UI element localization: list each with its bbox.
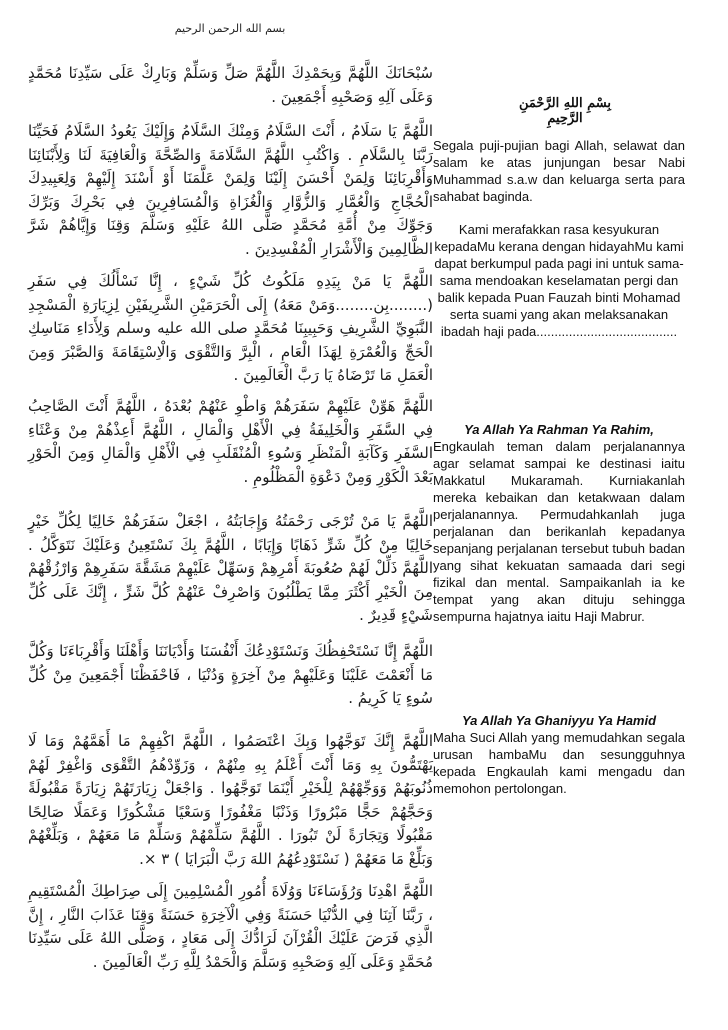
arabic-paragraph-8: اللَّهُمَّ اهْدِنَا وَرُؤَسَاءَنَا وَوُلَاةَ أُمُورِ الْمُسْلِمِينَ إِلَى صِرَاطِكَ الْمُسْتَقِيمِ ، رَبَّنَا آتِنَا فِي الدُّنْيَا حَسَنَةً وَفِي الْآخِرَةِ حَسَنَةً وَقِنَا عَذَابَ النَّارِ ، إِنَّ الَّذِي فَرَضَ عَلَيْكَ الْقُرْآنَ لَرَادُّكَ إِلَى مَعَادٍ ، وَصَلَّى اللهُ عَلَى سَيِّدِنَا مُحَمَّدٍ وَعَلَى آلِهِ وَصَحْبِهِ وَسَلَّمَ وَالْحَمْدُ لِلَّهِ رَبِّ الْعَالَمِينَ . (28, 882, 433, 971)
gratitude-text: Kami merafakkan rasa kesyukuran kepadaMu kerana dengan hidayahMu kami dapat berkumpul pada pagi ini untuk sama-sama mendoakan keselamatan pergi dan balik kepada Puan Fauzah binti Mohamad serta suami yang akan melaksanakan ibadah haji pada....................................... (434, 222, 684, 339)
prayer-text-2: Maha Suci Allah yang memudahkan segala urusan hambaMu dan sesungguhnya kepada Engkaulah kami mengadu dan memohon pertolongan. (433, 730, 685, 796)
malay-prayer-section-1 (433, 421, 685, 625)
arabic-paragraph-1: سُبْحَانَكَ اللَّهُمَّ وَبِحَمْدِكَ اللَّهُمَّ صَلِّ وَسَلِّمْ وَبَارِكْ عَلَى سَيِّدِنَا مُحَمَّدٍ وَعَلَى آلِهِ وَصَحْبِهِ أَجْمَعِينَ . (28, 64, 433, 106)
malay-prayer-section-2 (433, 712, 685, 797)
intro-text: Segala puji-pujian bagi Allah, selawat dan salam ke atas junjungan besar Nabi Muhammad s.a.w dan keluarga serta para sahabat baginda. (433, 138, 685, 204)
prayer-text-1: Engkaulah teman dalam perjalanannya agar selamat sampai ke destinasi iaitu Makkatul Mukaramah. Kurniakanlah mereka kebaikan dan ketakwaan dalam perjalanannya. Permudahkanlah juga perjalanan dan berikanlah kepadanya sepanjang perjalanan tersebut tubuh badan yang sihat kekuatan samaada dari segi fizikal dan mental. Sampaikanlah ia ke tempat yang akan dituju sehingga sempurna hajatnya iaitu Haji Mabrur. (433, 439, 685, 624)
arabic-paragraph-7: اللَّهُمَّ إِنَّكَ تَوَجَّهُوا وَبِكَ اعْتَصَمُوا ، اللَّهُمَّ اكْفِهِمْ مَا أَهَمَّهُمْ وَمَا لَا يَهْتَمُّونَ بِهِ وَمَا أَنْتَ أَعْلَمُ بِهِ مِنْهُمْ ، وَزَوِّدْهُمُ التَّقْوَى وَاغْفِرْ لَهُمْ ذُنُوبَهُمْ وَوَجِّهْهُمْ لِلْخَيْرِ أَيْنَمَا تَوَجَّهُوا . وَاجْعَلْ زِيَارَتَهُمْ زِيَارَةً مَقْبُولَةً وَحَجَّهُمْ حَجًّا مَبْرُورًا وَذَنْبًا مَغْفُورًا وَسَعْيًا مَشْكُورًا وَعَمَلًا صَالِحًا مَقْبُولًا وَتِجَارَةً لَنْ تَبُورَا . اللَّهُمَّ سَلِّمْهُمْ وَسَلِّمْ مَا مَعَهُمْ ، وَبَلِّغْهُمْ وَبَلِّغْ مَا مَعَهُمْ ( نَسْتَوْدِعُهُمُ اللهَ رَبَّ الْبَرَايَا ) ٣ ×. (28, 732, 433, 868)
malay-gratitude-paragraph (433, 221, 685, 340)
arabic-basmala-header: بسم الله الرحمن الرحيم (174, 22, 286, 35)
arabic-paragraph-5: اللَّهُمَّ يَا مَنْ تُرْجَى رَحْمَتُهُ وَإِجَابَتُهُ ، اجْعَلْ سَفَرَهُمْ خَالِيًا لِكُلِّ خَيْرٍ خَالِيًا مِنْ كُلِّ شَرٍّ ذَهَابًا وَإِيَابًا ، اللَّهُمَّ بِكَ نَسْتَعِينُ وَعَلَيْكَ نَتَوَكَّلُ . اللَّهُمَّ ذَلِّلْ لَهُمْ صُعُوبَةَ أَمْرِهِمْ وَسَهِّلْ عَلَيْهِمْ مَشَقَّةَ سَفَرِهِمْ وَارْزُقْهُمْ مِنَ الْخَيْرِ أَكْثَرَ مِمَّا يَطْلُبُونَ وَاصْرِفْ عَنْهُمْ كُلَّ شَرٍّ ، إِنَّكَ عَلَى كُلِّ شَيْءٍ قَدِيرٌ . (28, 512, 433, 624)
arabic-paragraph-4: اللَّهُمَّ هَوِّنْ عَلَيْهِمْ سَفَرَهُمْ وَاطْوِ عَنْهُمْ بُعْدَهُ ، اللَّهُمَّ أَنْتَ الصَّاحِبُ فِي السَّفَرِ وَالْخَلِيفَةُ فِي الْأَهْلِ وَالْمَالِ ، اللَّهُمَّ أَعِذْهُمْ مِنْ وَعْثَاءِ السَّفَرِ وَكَآبَةِ الْمَنْظَرِ وَسُوءِ الْمُنْقَلَبِ فِي الْأَهْلِ وَالْمَالِ وَمِنَ الْحَوْرِ بَعْدَ الْكَوْرِ وَمِنْ دَعْوَةِ الْمَظْلُومِ . (28, 397, 433, 486)
arabic-paragraph-2: اللَّهُمَّ يَا سَلَامُ ، أَنْتَ السَّلَامُ وَمِنْكَ السَّلَامُ وَإِلَيْكَ يَعُودُ السَّلَامُ فَحَيِّنَا رَبَّنَا بِالسَّلَامِ . وَاكْتُبِ اللَّهُمَّ السَّلَامَةَ وَالصِّحَّةَ وَالْعَافِيَةَ لَنَا وَلِأَبْنَائِنَا وَأَقْرِبَائِنَا وَلِمَنْ أَحْسَنَ إِلَيْنَا وَلِمَنْ عَلَّمَنَا أَوْ أَسْنَدَ إِلَيْهِمْ وَلِعَبِيدِكَ الْحُجَّاجِ وَالْعُمَّارِ وَالزُّوَّارِ وَالْغُزَاةِ وَالْمُسَافِرِينَ فِي بَحْرِكَ وَبَرِّكَ وَجَوِّكَ مِنْ أُمَّةِ مُحَمَّدٍ صَلَّى اللهُ عَلَيْهِ وَسَلَّمَ وَقِنَا وَإِيَّاهُمْ شَرَّ الظَّالِمِينَ وَالْأَشْرَارِ الْمُفْسِدِينَ . (28, 122, 433, 258)
arabic-paragraph-3: اللَّهُمَّ يَا مَنْ بِيَدِهِ مَلَكُوتُ كُلِّ شَيْءٍ ، إِنَّا نَسْأَلُكَ فِي سَفَرِ (........بِن........وَمَنْ مَعَهُ) إِلَى الْحَرَمَيْنِ الشَّرِيفَيْنِ لِزِيَارَةِ الْمَسْجِدِ النَّبَوِيِّ الشَّرِيفِ وَحَبِيبِنَا مُحَمَّدٍ صلى الله عليه وسلم وَلِأَدَاءِ مَنَاسِكِ الْحَجِّ وَالْعُمْرَةِ لِهَذَا الْعَامِ ، الْبِرَّ وَالتَّقْوَى وَالْاِسْتِقَامَةَ وَالصَّبْرَ وَمِنَ الْعَمَلِ مَا تَرْضَاهُ يَا رَبَّ الْعَالَمِينَ . (28, 272, 433, 384)
malay-intro-paragraph (433, 137, 685, 205)
basmala-calligraphy: بِسْمِ اللهِ الرَّحْمَنِ الرَّحِيمِ (519, 96, 611, 126)
prayer-heading-2: Ya Allah Ya Ghaniyyu Ya Hamid (461, 713, 657, 728)
arabic-paragraph-6: اللَّهُمَّ إِنَّا نَسْتَحْفِظُكَ وَنَسْتَوْدِعُكَ أَنْفُسَنَا وَأَدْيَانَنَا وَأَهْلَنَا وَأَقْرِبَاءَنَا وَكُلَّ مَا أَنْعَمْتَ عَلَيْنَا وَعَلَيْهِمْ مِنْ آخِرَةٍ وَدُنْيَا ، فَاحْفَظْنَا أَجْمَعِينَ مِنْ كُلِّ سُوءٍ يَا كَرِيمُ . (28, 642, 433, 707)
prayer-heading-1: Ya Allah Ya Rahman Ya Rahim, (464, 422, 654, 437)
